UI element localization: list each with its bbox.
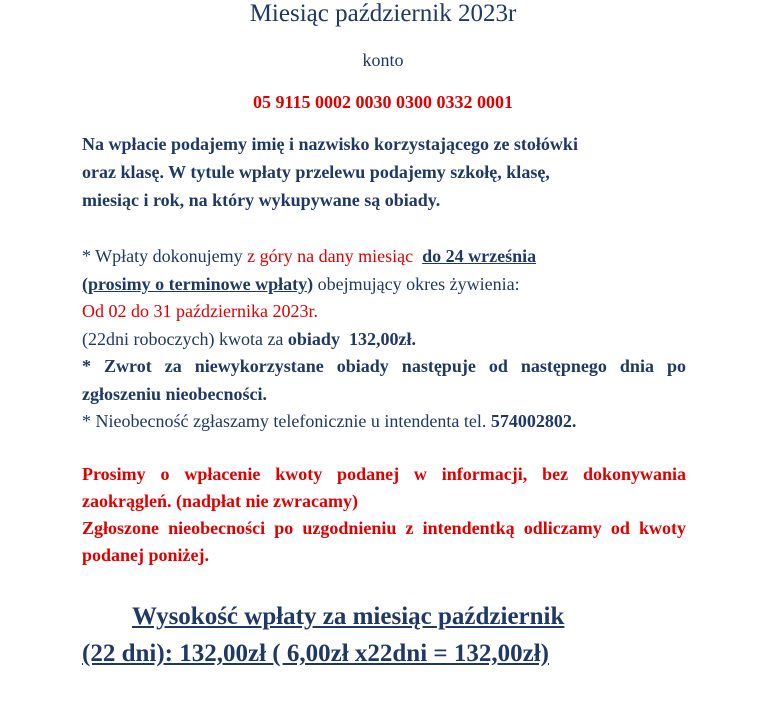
payment-notice (82, 461, 686, 569)
meal-amount: 132,00zł. (348, 328, 416, 349)
payment-period: Od 02 do 31 października 2023r. (82, 301, 318, 321)
absence-prefix: * Nieobecność zgłaszamy telefonicznie u intendenta tel. (82, 411, 491, 431)
payment-summary (82, 598, 722, 672)
intro-paragraph (82, 130, 686, 214)
meals-label: obiady (287, 328, 340, 349)
notice-rounding: Prosimy o wpłacenie kwoty podanej w informacji, bez dokonywania zaokrągleń. (nadpłat nie zwracamy) (82, 464, 686, 511)
intro-line-1: Na wpłacie podajemy imię i nazwisko korzystającego ze stołówki (82, 134, 578, 154)
account-label: konto (362, 50, 404, 70)
payment-rules (82, 243, 686, 436)
payment-prefix: * Wpłaty dokonujemy (82, 246, 248, 266)
page-title: Miesiąc październik 2023r (249, 0, 517, 27)
payment-rule (82, 243, 686, 271)
intendent-phone: 574002802. (490, 411, 577, 431)
payment-note: (prosimy o terminowe wpłaty) (82, 273, 314, 294)
payment-advance-text: z góry na dany miesiąc (247, 246, 414, 266)
account-number: 05 9115 0002 0030 0300 0332 0001 (252, 92, 513, 112)
absence-rule (82, 408, 686, 436)
payment-note-line (82, 271, 686, 299)
summary-calculation: (22 dni): 132,00zł ( 6,00zł x22dni = 132,00zł) (82, 640, 550, 667)
payment-scope: obejmujący okres żywienia: (313, 273, 520, 294)
refund-rule: * Zwrot za niewykorzystane obiady następuje od następnego dnia po zgłoszeniu nieobecności. (82, 356, 686, 404)
payment-deadline: do 24 września (422, 246, 537, 266)
summary-heading: Wysokość wpłaty za miesiąc październik (132, 603, 565, 630)
working-days-line (82, 326, 686, 354)
intro-line-3: miesiąc i rok, na który wykupywane są obiady. (82, 190, 441, 210)
working-days: (22dni roboczych) kwota za (82, 328, 288, 349)
intro-line-2: oraz klasę. W tytule wpłaty przelewu podajemy szkołę, klasę, (82, 162, 550, 182)
notice-absences: Zgłoszone nieobecności po uzgodnieniu z intendentką odliczamy od kwoty podanej poniżej. (82, 518, 686, 565)
